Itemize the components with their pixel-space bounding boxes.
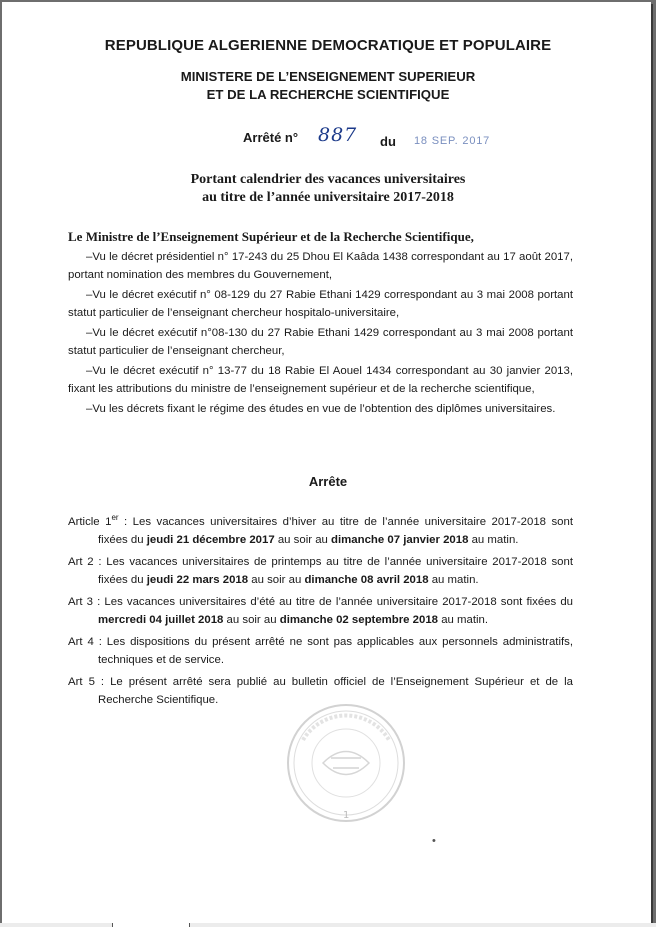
decree-date-stamp: 18 SEP. 2017: [414, 135, 491, 147]
article-2-start: jeudi 22 mars 2018: [146, 574, 249, 586]
article-2-text: : Les vacances universitaires de printemps au titre de l’année universitaire 2017-2018 sont fixées du: [93, 556, 573, 586]
article-3-text: au soir au: [223, 614, 280, 626]
article-3-text: : Les vacances universitaires d’été au titre de l’année universitaire 2017-2018 sont fixées du: [93, 596, 573, 608]
article-1-label: Article 1: [68, 516, 112, 528]
viewer-bottom-strip: [0, 923, 656, 927]
decree-number: 887: [318, 124, 358, 146]
visa-item: –Vu les décrets fixant le régime des études en vue de l’obtention des diplômes universitaires.: [86, 403, 556, 415]
article-1-end: dimanche 07 janvier 2018: [331, 534, 469, 546]
article-2: [68, 553, 573, 589]
ministry-line-2: ET DE LA RECHERCHE SCIENTIFIQUE: [206, 87, 450, 102]
article-3-text: au matin.: [438, 614, 489, 626]
page-tab[interactable]: [112, 923, 190, 927]
subject-line-1: Portant calendrier des vacances universitaires: [190, 172, 466, 187]
visa-item: –Vu le décret présidentiel n° 17-243 du 25 Dhou El Kaâda 1438 correspondant au 17 août 2017, portant nomination des membres du Gouvernement,: [68, 251, 573, 281]
article-1: [68, 513, 573, 549]
official-seal: [283, 700, 409, 826]
article-2-text: au soir au: [248, 574, 305, 586]
article-5-label: Art 5: [68, 676, 95, 688]
ministry-heading: [0, 68, 656, 104]
decree-subject: [0, 171, 656, 207]
article-1-text: au matin.: [468, 534, 519, 546]
republic-heading: REPUBLIQUE ALGERIENNE DEMOCRATIQUE ET POPULAIRE: [104, 37, 552, 54]
visa-item: –Vu le décret exécutif n° 13-77 du 18 Rabie El Aouel 1434 correspondant au 30 janvier 2013, fixant les attributions du ministre de l’enseignement supérieur et de la recherche scientifique,: [68, 365, 573, 395]
decree-label: Arrêté n°: [243, 130, 299, 145]
article-4-label: Art 4: [68, 636, 94, 648]
visas-block: [68, 248, 573, 420]
article-1-sup: er: [111, 513, 119, 523]
article-3-label: Art 3: [68, 596, 94, 608]
minister-line: Le Ministre de l’Enseignement Supérieur et de la Recherche Scientifique,: [68, 229, 474, 244]
article-3: [68, 593, 573, 629]
article-2-label: Art 2: [68, 556, 94, 568]
article-4-text: : Les dispositions du présent arrêté ne sont pas applicables aux personnels administratifs, techniques et de service.: [93, 636, 574, 666]
svg-text:1: 1: [343, 810, 350, 821]
subject-line-2: au titre de l’année universitaire 2017-2018: [202, 190, 454, 205]
article-5-text: : Le présent arrêté sera publié au bulletin officiel de l’Enseignement Supérieur et de la Recherche Scientifique.: [94, 676, 573, 706]
article-1-text: au soir au: [274, 534, 332, 546]
article-1-text: : Les vacances universitaires d’hiver au titre de l’année universitaire 2017-2018 sont fixées du: [98, 516, 573, 546]
visa-item: –Vu le décret exécutif n°08-130 du 27 Rabie Ethani 1429 correspondant au 3 mai 2008 portant statut particulier de l’enseignant chercheur,: [68, 327, 573, 357]
article-3-start: mercredi 04 juillet 2018: [98, 614, 224, 626]
arrete-title: Arrête: [308, 474, 348, 489]
visa-item: –Vu le décret exécutif n° 08-129 du 27 Rabie Ethani 1429 correspondant au 3 mai 2008 portant statut particulier de l’enseignant chercheur hospitalo-universitaire,: [68, 289, 573, 319]
articles-block: [68, 513, 573, 713]
initial-mark: •: [432, 835, 436, 847]
article-1-start: jeudi 21 décembre 2017: [146, 534, 275, 546]
article-3-end: dimanche 02 septembre 2018: [279, 614, 439, 626]
article-2-text: au matin.: [428, 574, 479, 586]
article-4: [68, 633, 573, 669]
ministry-line-1: MINISTERE DE L’ENSEIGNEMENT SUPERIEUR: [180, 69, 476, 84]
article-2-end: dimanche 08 avril 2018: [304, 574, 429, 586]
decree-du-label: du: [380, 134, 396, 149]
